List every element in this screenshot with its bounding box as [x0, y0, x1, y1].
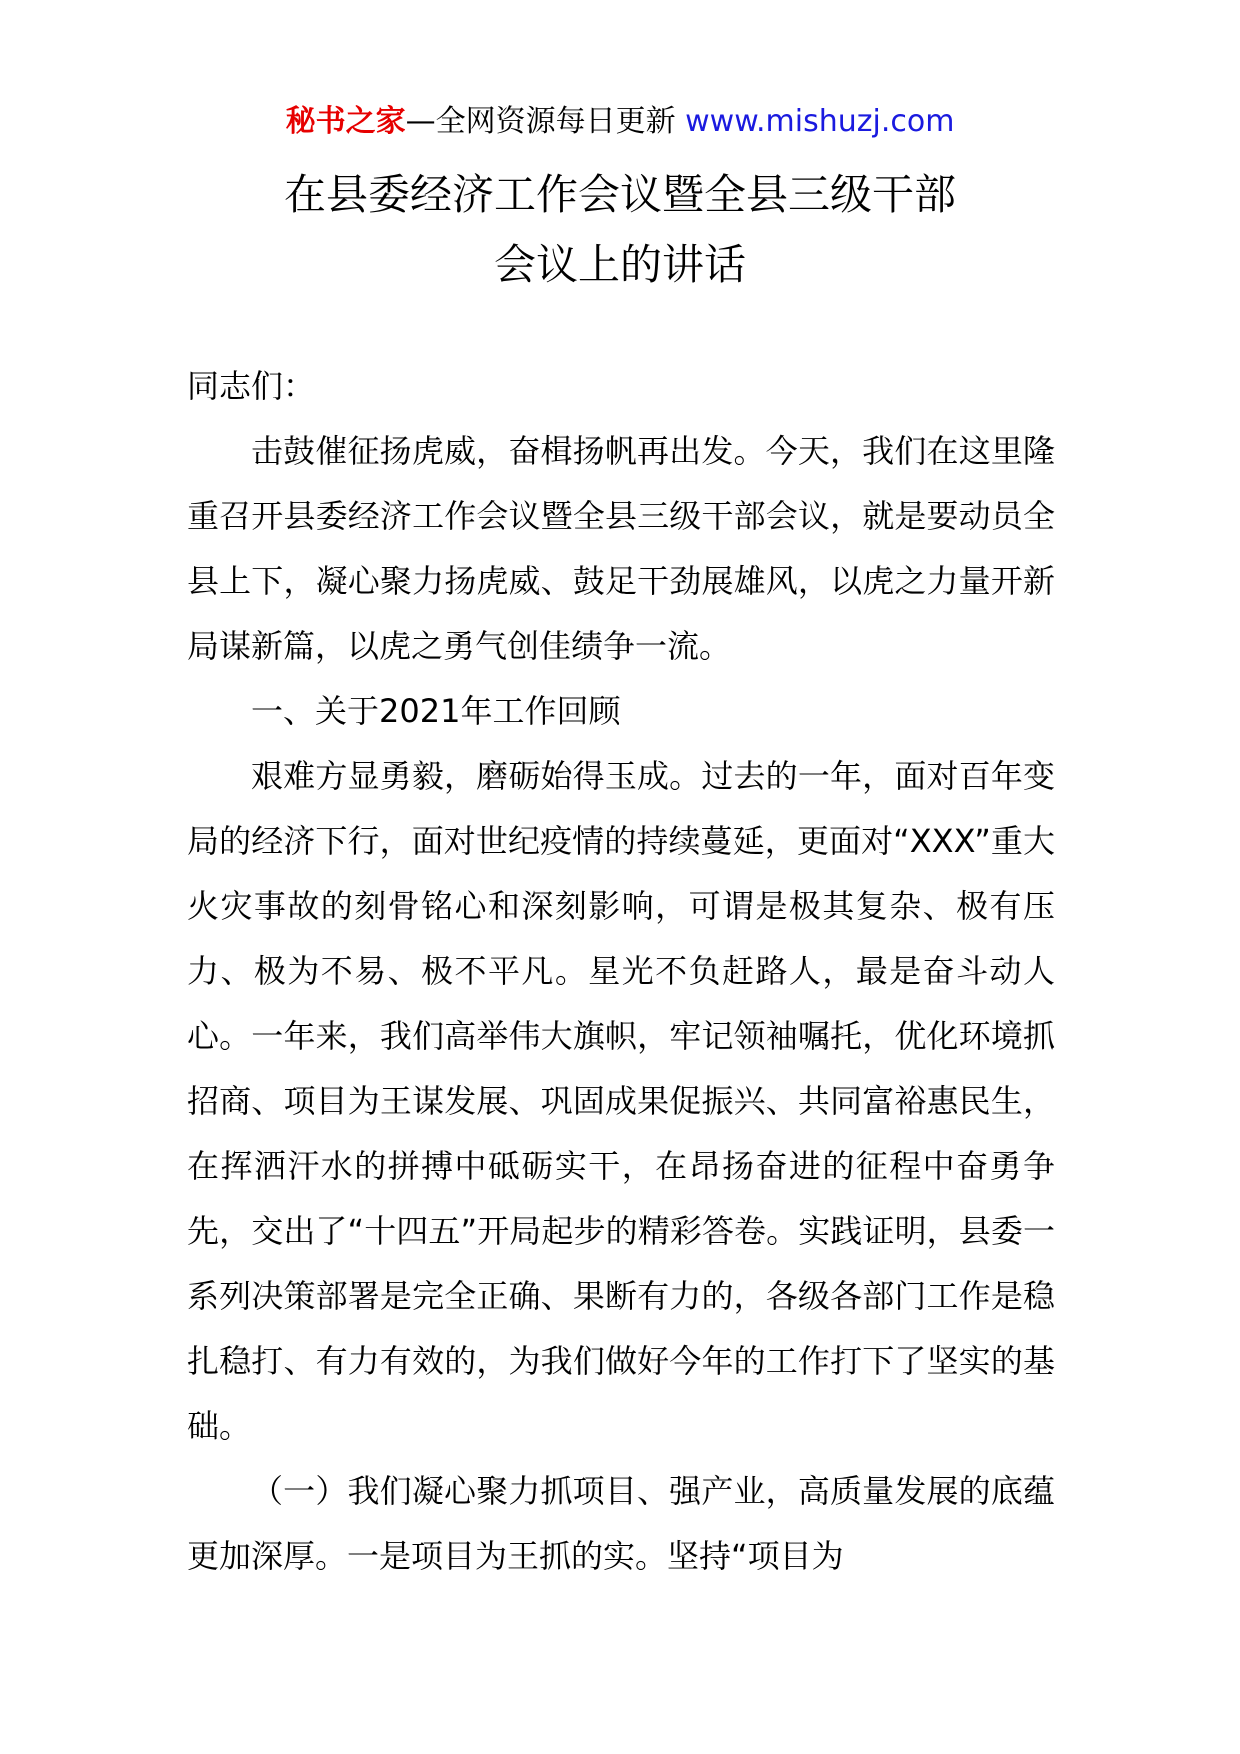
header-tagline: —全网资源每日更新	[405, 104, 686, 139]
document-title	[0, 160, 1240, 300]
site-header	[0, 100, 1240, 144]
salutation: 同志们：	[187, 367, 316, 405]
document-body	[187, 354, 1055, 1589]
paragraph-intro: 击鼓催征扬虎威，奋楫扬帆再出发。今天，我们在这里隆重召开县委经济工作会议暨全县三级干部会议，就是要动员全县上下，凝心聚力扬虎威、鼓足干劲展雄风，以虎之力量开新局谋新篇，以虎之勇气创佳绩争一流。	[187, 432, 1055, 665]
paragraph-subsection-1: （一）我们凝心聚力抓项目、强产业，高质量发展的底蕴更加深厚。一是项目为王抓的实。坚持“项目为	[187, 1472, 1055, 1575]
brand-name: 秘书之家	[285, 104, 406, 139]
title-line-1: 在县委经济工作会议暨全县三级干部	[283, 170, 956, 219]
site-url-link[interactable]: www.mishuzj.com	[685, 104, 955, 139]
title-line-2: 会议上的讲话	[493, 240, 746, 289]
section-heading-1: 一、关于2021年工作回顾	[251, 692, 621, 730]
paragraph-review: 艰难方显勇毅，磨砺始得玉成。过去的一年，面对百年变局的经济下行，面对世纪疫情的持续蔓延，更面对“XXX”重大火灾事故的刻骨铭心和深刻影响，可谓是极其复杂、极有压力、极为不易、极不平凡。星光不负赶路人，最是奋斗动人心。一年来，我们高举伟大旗帜，牢记领袖嘱托，优化环境抓招商、项目为王谋发展、巩固成果促振兴、共同富裕惠民生，在挥洒汗水的拼搏中砥砺实干，在昂扬奋进的征程中奋勇争先，交出了“十四五”开局起步的精彩答卷。实践证明，县委一系列决策部署是完全正确、果断有力的，各级各部门工作是稳扎稳打、有力有效的，为我们做好今年的工作打下了坚实的基础。	[187, 757, 1055, 1445]
